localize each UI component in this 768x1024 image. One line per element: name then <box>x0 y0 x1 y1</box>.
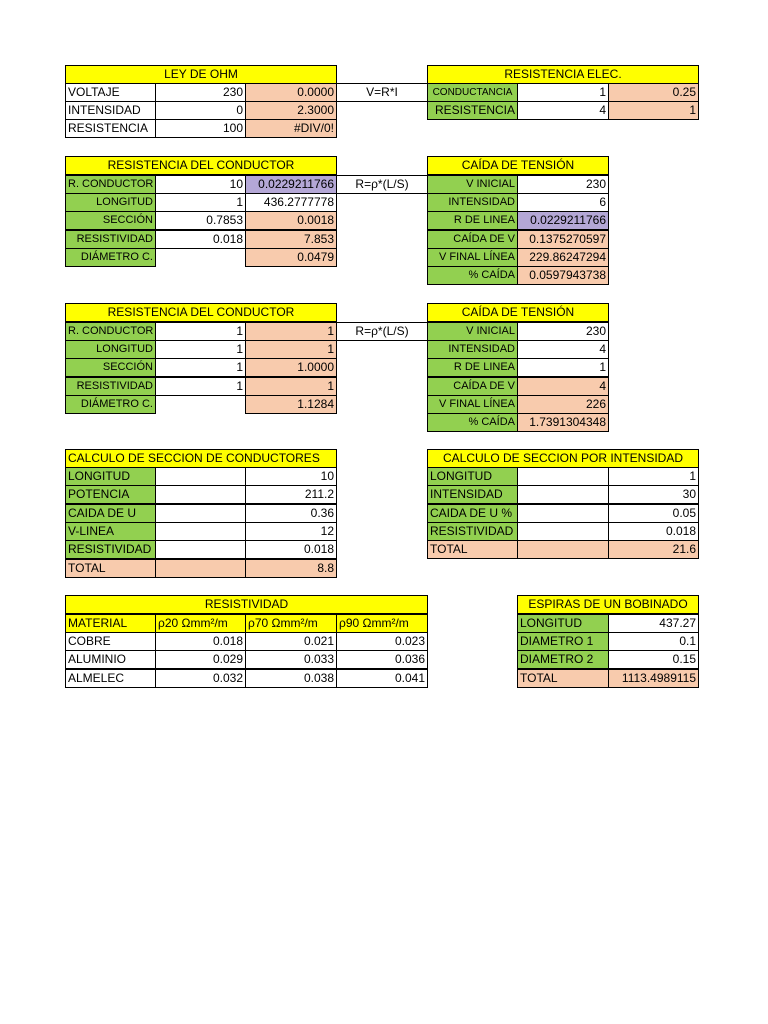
sint-label-caida-u[interactable]: CAIDA DE U % <box>427 504 518 523</box>
bob-value-diametro1[interactable]: 0.1 <box>608 632 699 651</box>
ohm-title[interactable]: LEY DE OHM <box>65 65 337 84</box>
caida1-value-v-final[interactable]: 229.86247294 <box>517 248 609 267</box>
cond1-label-r-conductor[interactable]: R. CONDUCTOR <box>65 175 156 194</box>
bob-label-longitud[interactable]: LONGITUD <box>517 614 609 633</box>
caida1-value-caida-v[interactable]: 0.1375270597 <box>517 230 609 249</box>
secc-empty-caida-u[interactable] <box>155 504 246 523</box>
caida2-value-intensidad[interactable]: 4 <box>517 340 609 359</box>
sint-label-longitud[interactable]: LONGITUD <box>427 467 518 486</box>
cond2-formula[interactable]: R=ρ*(L/S) <box>336 322 428 341</box>
caida1-label-pct-caida[interactable]: % CAÍDA <box>427 266 518 285</box>
ohm-value-intensidad[interactable]: 0 <box>155 101 246 120</box>
cond1-label-longitud[interactable]: LONGITUD <box>65 193 156 212</box>
secc-label-v-linea[interactable]: V-LINEA <box>65 522 156 541</box>
caida1-label-v-inicial[interactable]: V INICIAL <box>427 175 518 194</box>
cond1-label-resistividad[interactable]: RESISTIVIDAD <box>65 230 156 249</box>
sint-empty-caida-u[interactable] <box>517 504 609 523</box>
resist-material-almelec[interactable]: ALMELEC <box>65 669 156 688</box>
ohm-result-resistencia[interactable]: #DIV/0! <box>245 119 337 138</box>
secc-empty-potencia[interactable] <box>155 485 246 504</box>
cond1-result-resistividad[interactable]: 7.853 <box>245 230 337 249</box>
resist-header-material[interactable]: MATERIAL <box>65 614 156 633</box>
caida2-label-r-linea[interactable]: R DE LINEA <box>427 358 518 377</box>
sint-value-total[interactable]: 21.6 <box>608 540 699 559</box>
secc-value-v-linea[interactable]: 12 <box>245 522 337 541</box>
secc-value-total[interactable]: 8.8 <box>245 559 337 578</box>
cond2-label-resistividad[interactable]: RESISTIVIDAD <box>65 377 156 396</box>
resist-aluminio-r90[interactable]: 0.036 <box>336 650 428 669</box>
sint-label-total[interactable]: TOTAL <box>427 540 518 559</box>
sint-value-caida-u[interactable]: 0.05 <box>608 504 699 523</box>
cond1-result-seccion[interactable]: 0.0018 <box>245 211 337 230</box>
ohm-formula[interactable]: V=R*I <box>336 83 428 102</box>
cond2-value-diametro[interactable] <box>155 395 246 414</box>
resist-aluminio-r20[interactable]: 0.029 <box>155 650 246 669</box>
cond2-result-seccion[interactable]: 1.0000 <box>245 358 337 377</box>
bob-value-diametro2[interactable]: 0.15 <box>608 650 699 669</box>
caida2-label-caida-v[interactable]: CAÍDA DE V <box>427 377 518 396</box>
caida2-label-v-final[interactable]: V FINAL LÍNEA <box>427 395 518 414</box>
cond2-result-r-conductor[interactable]: 1 <box>245 322 337 341</box>
resist-almelec-r70[interactable]: 0.038 <box>245 669 337 688</box>
sint-label-resistividad[interactable]: RESISTIVIDAD <box>427 522 518 541</box>
caida1-label-r-linea[interactable]: R DE LINEA <box>427 211 518 230</box>
secc-label-total[interactable]: TOTAL <box>65 559 156 578</box>
elec-result-resistencia[interactable]: 1 <box>608 101 699 120</box>
caida2-value-v-final[interactable]: 226 <box>517 395 609 414</box>
cond1-title[interactable]: RESISTENCIA DEL CONDUCTOR <box>65 156 337 175</box>
cond2-value-longitud[interactable]: 1 <box>155 340 246 359</box>
resist-aluminio-r70[interactable]: 0.033 <box>245 650 337 669</box>
cond1-result-r-conductor[interactable]: 0.0229211766 <box>245 175 337 194</box>
cond2-label-diametro[interactable]: DIÁMETRO C. <box>65 395 156 414</box>
caida2-label-pct-caida[interactable]: % CAÍDA <box>427 413 518 432</box>
sint-value-intensidad[interactable]: 30 <box>608 485 699 504</box>
cond2-label-longitud[interactable]: LONGITUD <box>65 340 156 359</box>
caida2-title[interactable]: CAÍDA DE TENSIÓN <box>427 303 609 322</box>
cond1-value-r-conductor[interactable]: 10 <box>155 175 246 194</box>
resist-material-cobre[interactable]: COBRE <box>65 632 156 651</box>
secc-label-resistividad[interactable]: RESISTIVIDAD <box>65 540 156 559</box>
secc-empty-total[interactable] <box>155 559 246 578</box>
sint-value-resistividad[interactable]: 0.018 <box>608 522 699 541</box>
resist-almelec-r20[interactable]: 0.032 <box>155 669 246 688</box>
caida1-value-pct-caida[interactable]: 0.0597943738 <box>517 266 609 285</box>
bob-value-total[interactable]: 1113.4989115 <box>608 669 699 688</box>
sint-label-intensidad[interactable]: INTENSIDAD <box>427 485 518 504</box>
cond2-label-seccion[interactable]: SECCIÓN <box>65 358 156 377</box>
elec-label-resistencia[interactable]: RESISTENCIA <box>427 101 518 120</box>
cond2-label-r-conductor[interactable]: R. CONDUCTOR <box>65 322 156 341</box>
caida1-title[interactable]: CAÍDA DE TENSIÓN <box>427 156 609 175</box>
cond2-title[interactable]: RESISTENCIA DEL CONDUCTOR <box>65 303 337 322</box>
secc-value-caida-u[interactable]: 0.36 <box>245 504 337 523</box>
cond1-label-diametro[interactable]: DIÁMETRO C. <box>65 248 156 267</box>
secc-value-resistividad[interactable]: 0.018 <box>245 540 337 559</box>
cond1-label-seccion[interactable]: SECCIÓN <box>65 211 156 230</box>
caida1-label-intensidad[interactable]: INTENSIDAD <box>427 193 518 212</box>
secc-empty-v-linea[interactable] <box>155 522 246 541</box>
caida2-label-v-inicial[interactable]: V INICIAL <box>427 322 518 341</box>
cond1-result-longitud[interactable]: 436.2777778 <box>245 193 337 212</box>
caida2-value-caida-v[interactable]: 4 <box>517 377 609 396</box>
caida1-label-caida-v[interactable]: CAÍDA DE V <box>427 230 518 249</box>
ohm-label-resistencia[interactable]: RESISTENCIA <box>65 119 156 138</box>
caida2-label-intensidad[interactable]: INTENSIDAD <box>427 340 518 359</box>
ohm-value-voltaje[interactable]: 230 <box>155 83 246 102</box>
sint-value-longitud[interactable]: 1 <box>608 467 699 486</box>
cond1-value-seccion[interactable]: 0.7853 <box>155 211 246 230</box>
cond2-result-diametro[interactable]: 1.1284 <box>245 395 337 414</box>
resist-cobre-r20[interactable]: 0.018 <box>155 632 246 651</box>
secc-empty-resistividad[interactable] <box>155 540 246 559</box>
ohm-label-intensidad[interactable]: INTENSIDAD <box>65 101 156 120</box>
elec-value-resistencia[interactable]: 4 <box>517 101 609 120</box>
elec-result-conductancia[interactable]: 0.25 <box>608 83 699 102</box>
bob-title[interactable]: ESPIRAS DE UN BOBINADO <box>517 595 699 614</box>
bob-label-total[interactable]: TOTAL <box>517 669 609 688</box>
resist-cobre-r70[interactable]: 0.021 <box>245 632 337 651</box>
secc-value-longitud[interactable]: 10 <box>245 467 337 486</box>
bob-label-diametro2[interactable]: DIAMETRO 2 <box>517 650 609 669</box>
cond1-formula[interactable]: R=ρ*(L/S) <box>336 175 428 194</box>
secc-label-caida-u[interactable]: CAIDA DE U <box>65 504 156 523</box>
sint-empty-total[interactable] <box>517 540 609 559</box>
resist-cobre-r90[interactable]: 0.023 <box>336 632 428 651</box>
ohm-value-resistencia[interactable]: 100 <box>155 119 246 138</box>
caida1-label-v-final[interactable]: V FINAL LÍNEA <box>427 248 518 267</box>
caida1-value-r-linea[interactable]: 0.0229211766 <box>517 211 609 230</box>
sint-empty-longitud[interactable] <box>517 467 609 486</box>
cond2-result-resistividad[interactable]: 1 <box>245 377 337 396</box>
elec-value-conductancia[interactable]: 1 <box>517 83 609 102</box>
bob-label-diametro1[interactable]: DIAMETRO 1 <box>517 632 609 651</box>
elec-title[interactable]: RESISTENCIA ELEC. <box>427 65 699 84</box>
resist-material-aluminio[interactable]: ALUMINIO <box>65 650 156 669</box>
caida2-value-r-linea[interactable]: 1 <box>517 358 609 377</box>
cond1-value-longitud[interactable]: 1 <box>155 193 246 212</box>
cond2-result-longitud[interactable]: 1 <box>245 340 337 359</box>
ohm-result-intensidad[interactable]: 2.3000 <box>245 101 337 120</box>
sint-empty-intensidad[interactable] <box>517 485 609 504</box>
ohm-label-voltaje[interactable]: VOLTAJE <box>65 83 156 102</box>
resist-header-r90[interactable]: ρ90 Ωmm²/m <box>336 614 428 633</box>
cond1-value-diametro[interactable] <box>155 248 246 267</box>
ohm-result-voltaje[interactable]: 0.0000 <box>245 83 337 102</box>
caida2-value-pct-caida[interactable]: 1.7391304348 <box>517 413 609 432</box>
cond1-value-resistividad[interactable]: 0.018 <box>155 230 246 249</box>
resist-header-r20[interactable]: ρ20 Ωmm²/m <box>155 614 246 633</box>
caida2-value-v-inicial[interactable]: 230 <box>517 322 609 341</box>
sint-empty-resistividad[interactable] <box>517 522 609 541</box>
secc-value-potencia[interactable]: 211.2 <box>245 485 337 504</box>
cond2-value-r-conductor[interactable]: 1 <box>155 322 246 341</box>
secc-label-longitud[interactable]: LONGITUD <box>65 467 156 486</box>
cond2-value-seccion[interactable]: 1 <box>155 358 246 377</box>
secc-empty-longitud[interactable] <box>155 467 246 486</box>
caida1-value-v-inicial[interactable]: 230 <box>517 175 609 194</box>
elec-label-conductancia[interactable]: CONDUCTANCIA <box>427 83 518 102</box>
cond2-value-resistividad[interactable]: 1 <box>155 377 246 396</box>
cond1-result-diametro[interactable]: 0.0479 <box>245 248 337 267</box>
secc-title[interactable]: CALCULO DE SECCION DE CONDUCTORES <box>65 449 337 468</box>
caida1-value-intensidad[interactable]: 6 <box>517 193 609 212</box>
sint-title[interactable]: CALCULO DE SECCION POR INTENSIDAD <box>427 449 699 468</box>
resist-header-r70[interactable]: ρ70 Ωmm²/m <box>245 614 337 633</box>
bob-value-longitud[interactable]: 437.27 <box>608 614 699 633</box>
resist-title[interactable]: RESISTIVIDAD <box>65 595 428 614</box>
resist-almelec-r90[interactable]: 0.041 <box>336 669 428 688</box>
secc-label-potencia[interactable]: POTENCIA <box>65 485 156 504</box>
